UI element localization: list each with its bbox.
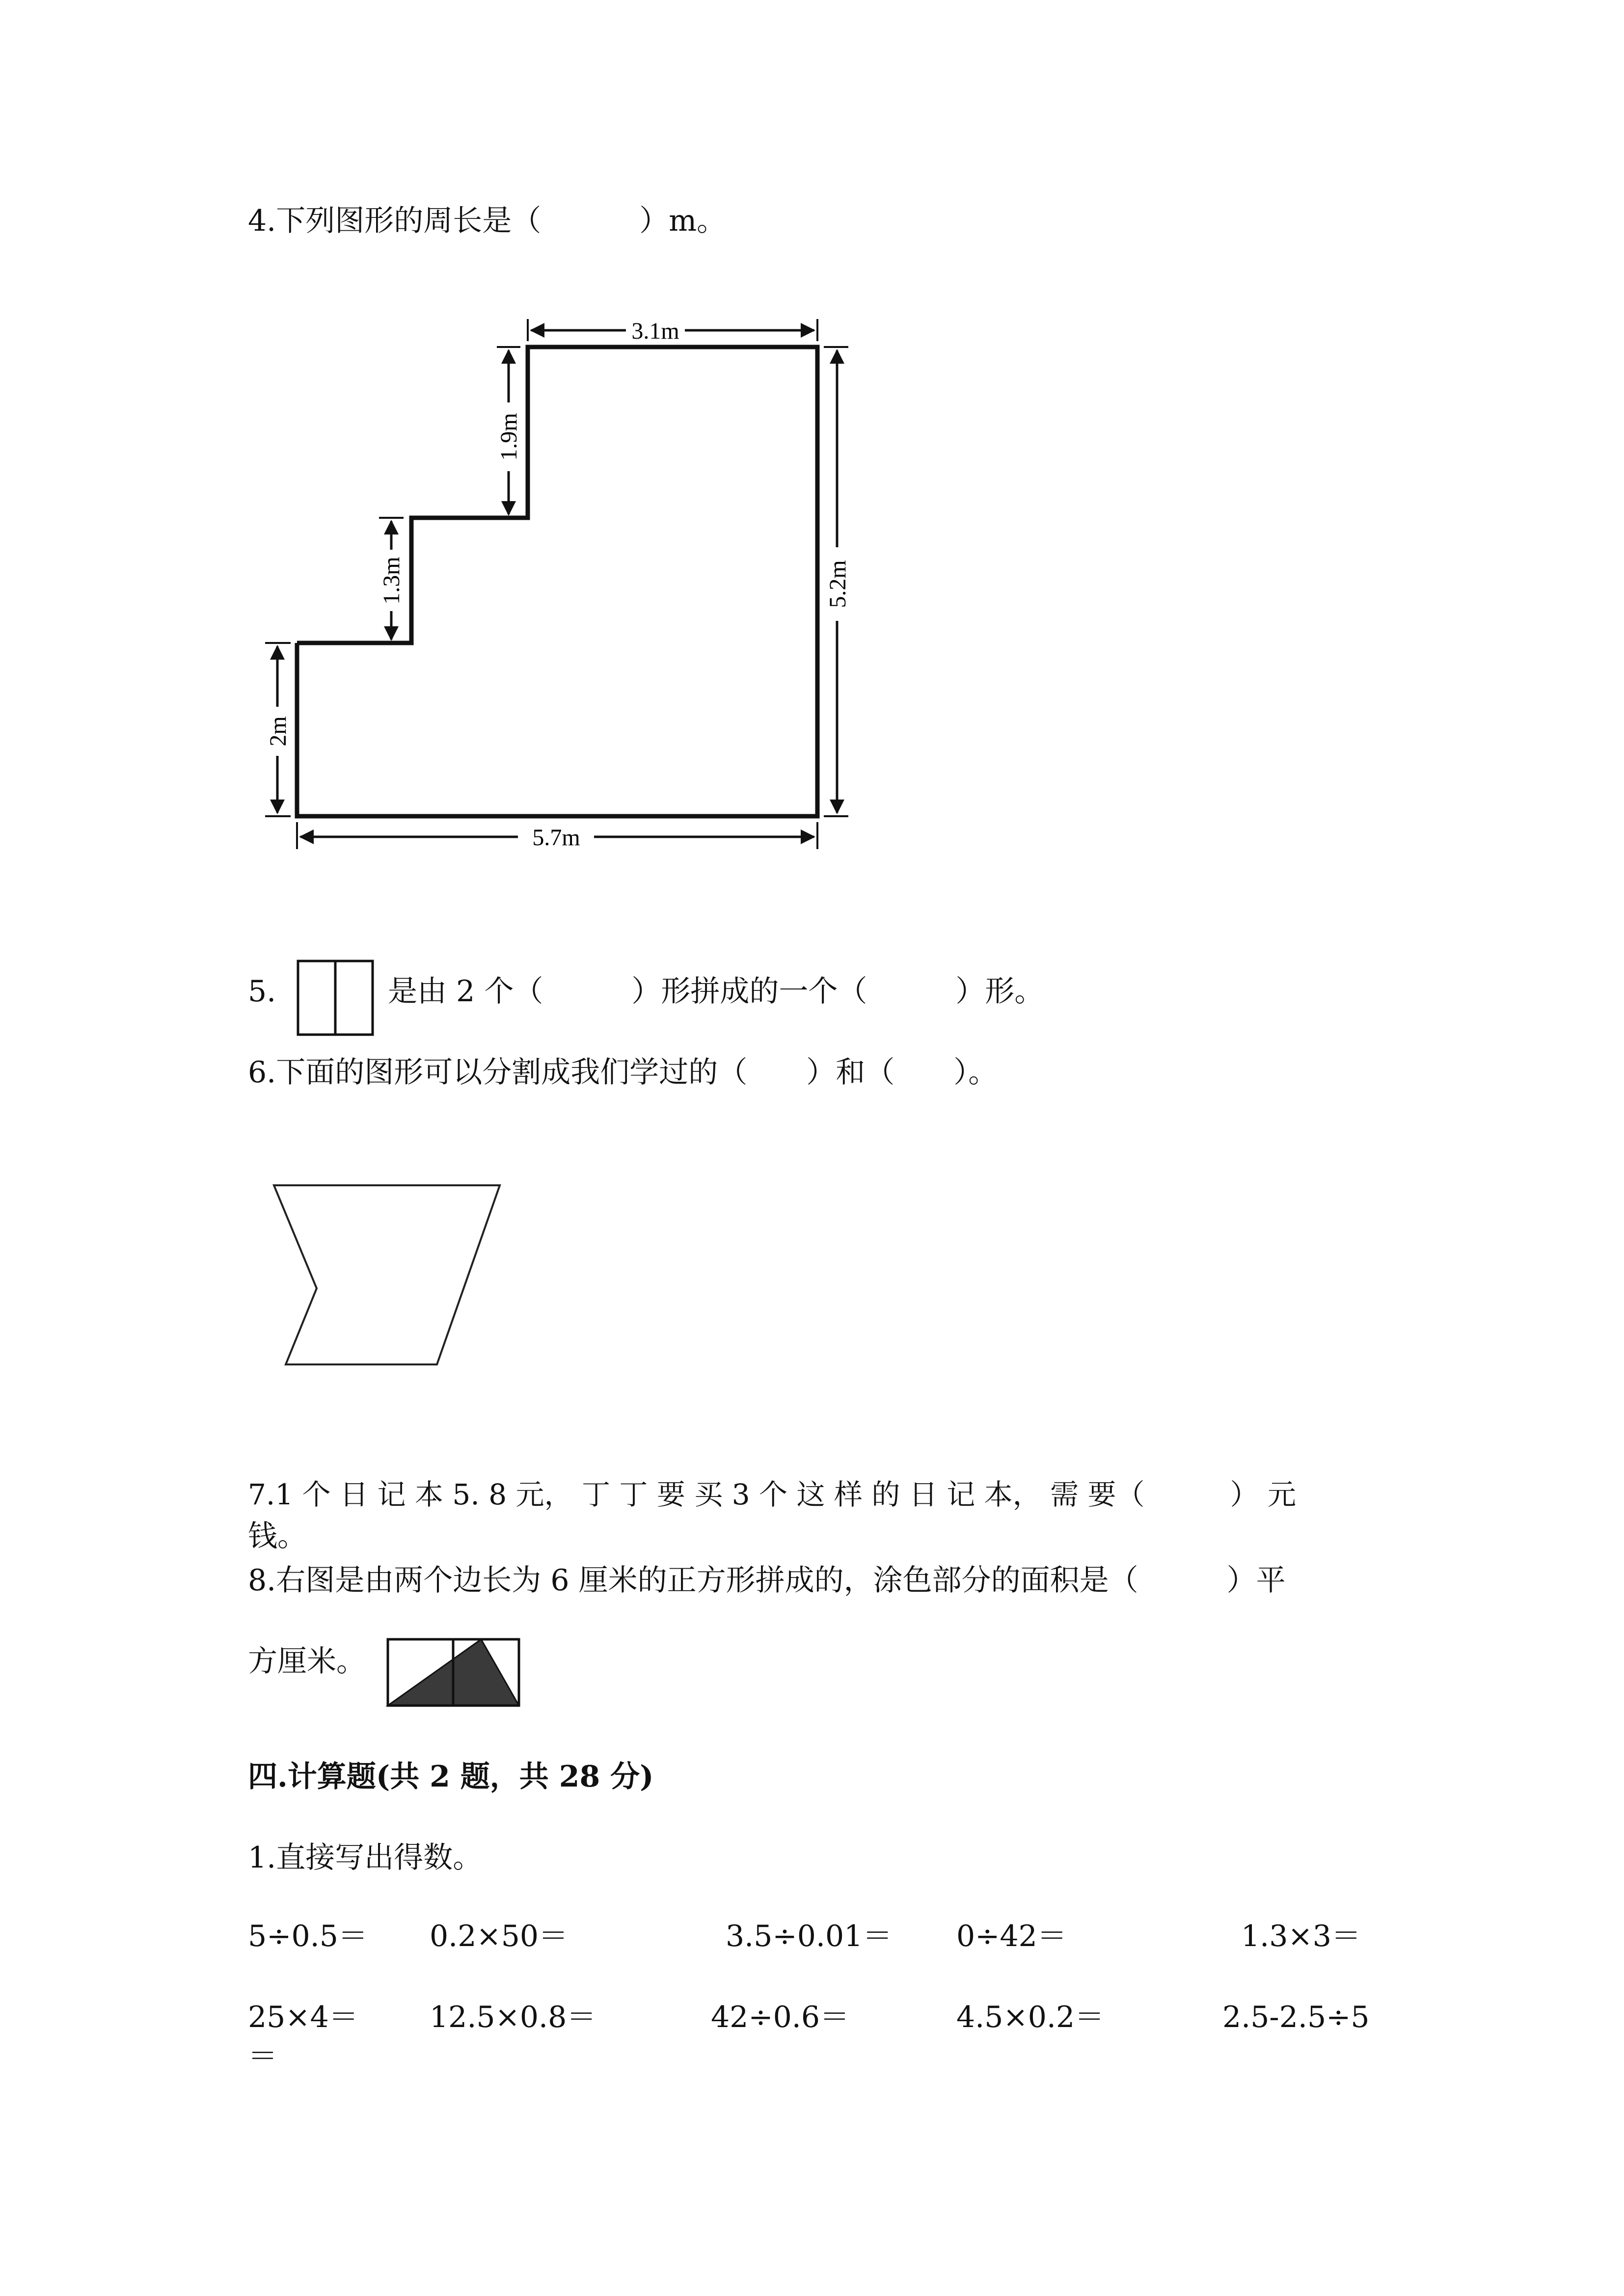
calc-item: 0÷42＝ [956,1919,1067,1953]
calc-item: 2.5-2.5÷5 [1222,2000,1370,2034]
q7-line1: 7.1 个 日 记 本 5. 8 元， 丁 丁 要 买 3 个 这 样 的 日 记 本， 需 要（ ） 元 [248,1478,1296,1511]
q5-number: 5. [248,974,276,1009]
calc-item: 3.5÷0.01＝ [726,1919,893,1953]
calc-item: 1.3×3＝ [1241,1919,1361,1953]
staircase-outline [297,347,817,816]
q7-line2: 钱。 [248,1519,307,1553]
section4-title: 四.计算题(共 2 题，共 28 分) [248,1760,654,1794]
q8-line1: 8.右图是由两个边长为 6 厘米的正方形拼成的，涂色部分的面积是（ ）平 [248,1563,1286,1598]
label-step-lower: 1.3m [379,557,405,605]
calc-item: 5÷0.5＝ [248,1919,368,1953]
label-top: 3.1m [631,318,679,344]
calc-item: 25×4＝ [248,2000,358,2034]
label-right: 5.2m [825,560,851,608]
q5-two-rectangles-figure [298,961,373,1035]
label-step-upper: 1.9m [496,413,522,461]
q4-text-after: ）m。 [639,204,727,238]
calc-item: 12.5×0.8＝ [430,2000,596,2034]
q8-line2: 方厘米。 [248,1644,366,1679]
calc-item: 4.5×0.2＝ [956,2000,1105,2034]
q6-shape-figure [274,1185,500,1364]
calc-item-wrap: ＝ [248,2039,277,2074]
calc-item: 0.2×50＝ [430,1919,568,1953]
q5-question: 是由 2 个（ ）形拼成的一个（ ）形。 [388,974,1044,1009]
label-bottom: 5.7m [532,825,580,851]
q4-text-before: 4.下列图形的周长是（ [248,204,541,238]
q6-question: 6.下面的图形可以分割成我们学过的（ ）和（ ）。 [248,1055,998,1090]
q8-squares-figure [388,1639,519,1706]
calc-instruction: 1.直接写出得数。 [248,1841,483,1875]
calc-item: 42÷0.6＝ [711,2000,850,2034]
label-left: 2m [265,716,291,747]
